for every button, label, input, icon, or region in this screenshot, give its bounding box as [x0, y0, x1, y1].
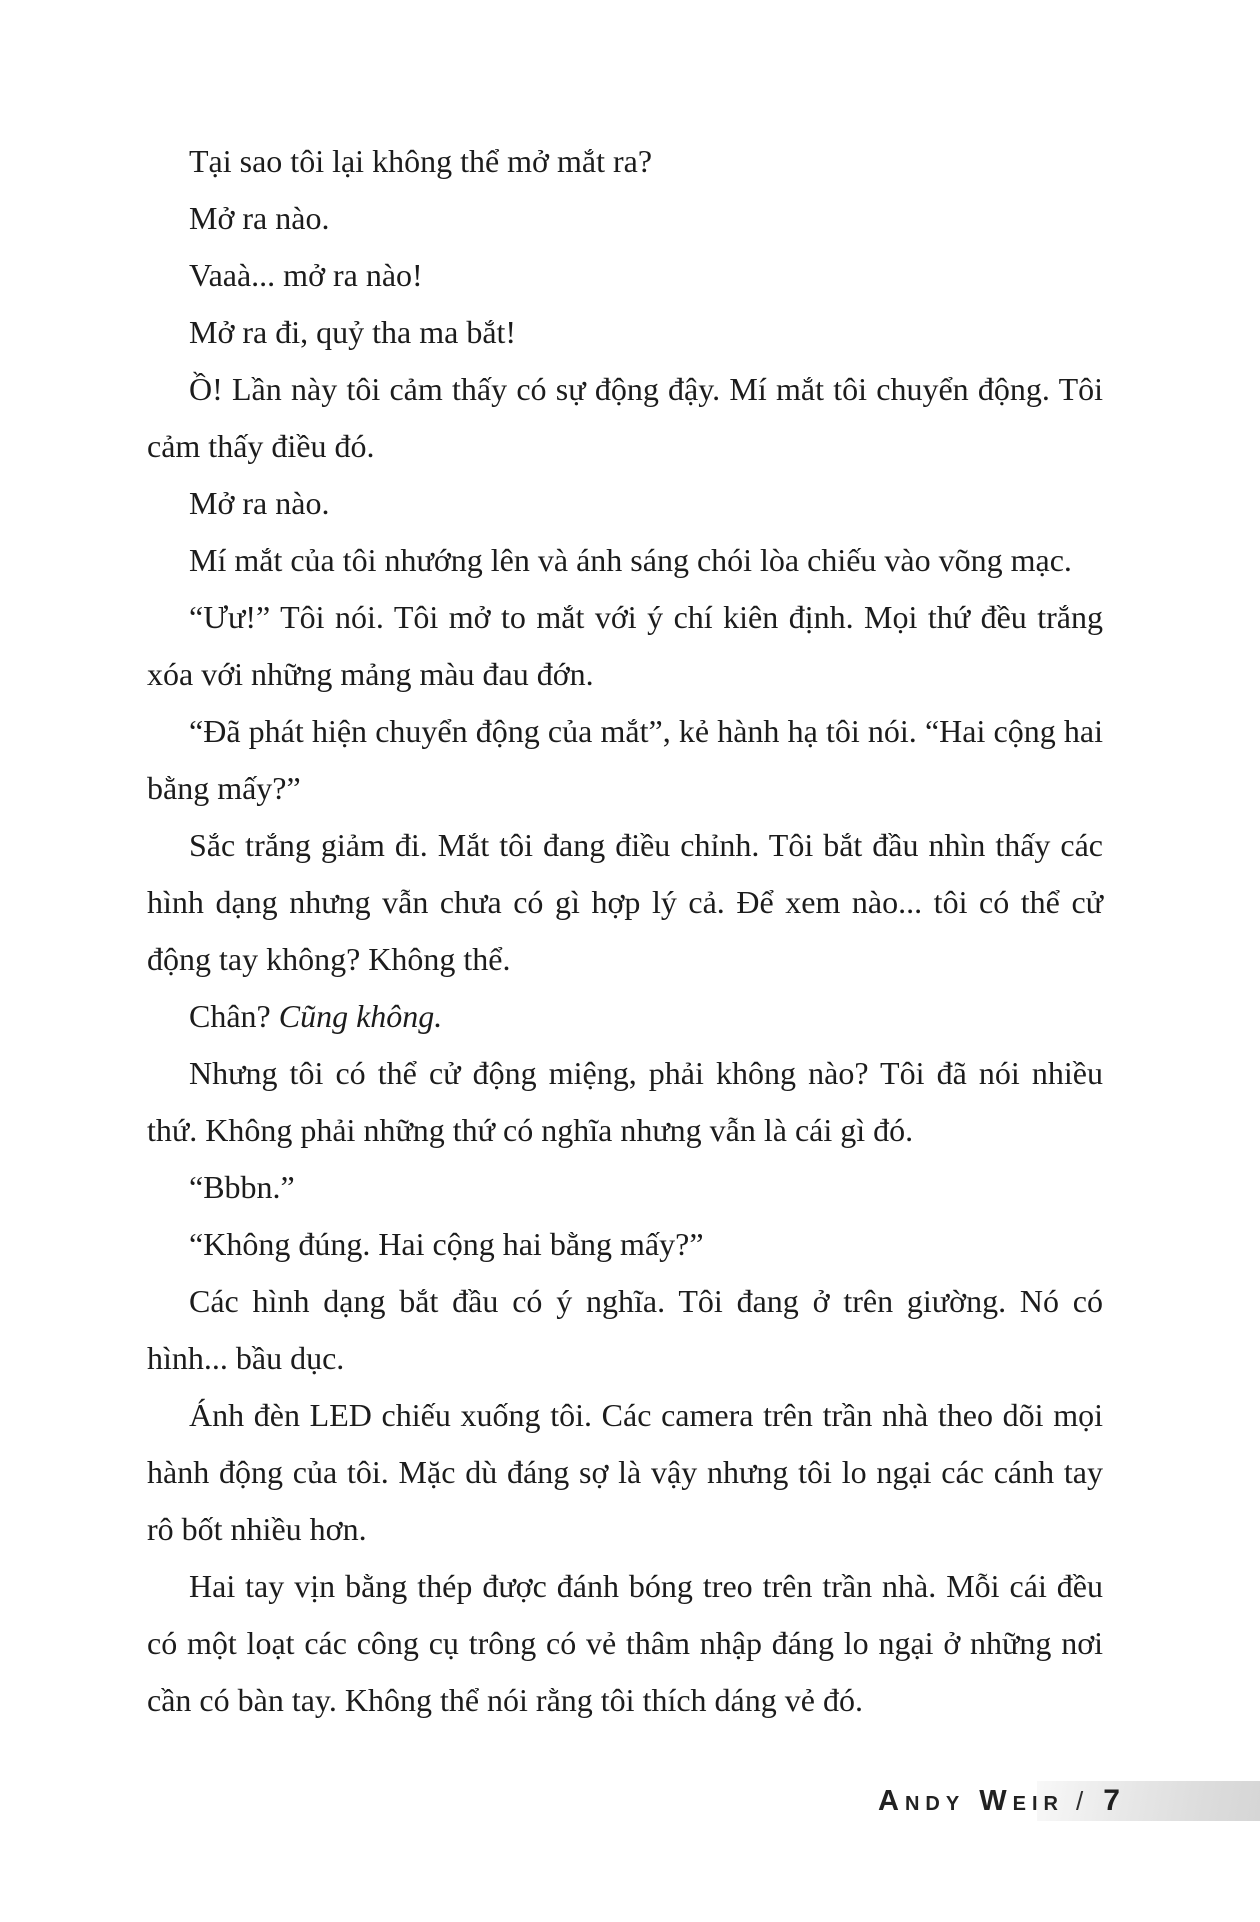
paragraph-11-italic: Cũng không.: [278, 998, 443, 1034]
paragraph-13: “Bbbn.”: [189, 1169, 295, 1205]
paragraph-2: Mở ra nào.: [189, 200, 330, 236]
paragraph-4: Mở ra đi, quỷ tha ma bắt!: [189, 314, 517, 350]
paragraph-7: Mí mắt của tôi nhướng lên và ánh sáng chói lòa chiếu vào võng mạc.: [189, 542, 1072, 578]
paragraph-9: “Đã phát hiện chuyển động của mắt”, kẻ hành hạ tôi nói. “Hai cộng hai bằng mấy?”: [147, 713, 1103, 806]
paragraph-8: “Ưư!” Tôi nói. Tôi mở to mắt với ý chí kiên định. Mọi thứ đều trắng xóa với những mảng màu đau đớn.: [147, 599, 1103, 692]
paragraph-12: Nhưng tôi có thể cử động miệng, phải không nào? Tôi đã nói nhiều thứ. Không phải những thứ có nghĩa nhưng vẫn là cái gì đó.: [147, 1055, 1103, 1148]
paragraph-15: Các hình dạng bắt đầu có ý nghĩa. Tôi đang ở trên giường. Nó có hình... bầu dục.: [147, 1283, 1103, 1376]
paragraph-11: [147, 988, 1103, 1045]
paragraph-3: Vaaà... mở ra nào!: [189, 257, 423, 293]
paragraph-6: Mở ra nào.: [189, 485, 330, 521]
page-footer: [878, 1784, 1121, 1820]
paragraph-16: Ánh đèn LED chiếu xuống tôi. Các camera trên trần nhà theo dõi mọi hành động của tôi. Mặc dù đáng sợ là vậy nhưng tôi lo ngại các cánh tay rô bốt nhiều hơn.: [147, 1397, 1103, 1547]
paragraph-11-regular: Chân?: [189, 998, 279, 1034]
paragraph-1: Tại sao tôi lại không thể mở mắt ra?: [189, 143, 653, 179]
page-number: 7: [1103, 1784, 1121, 1817]
paragraph-10: Sắc trắng giảm đi. Mắt tôi đang điều chỉnh. Tôi bắt đầu nhìn thấy các hình dạng nhưng vẫn chưa có gì hợp lý cả. Để xem nào... tôi có thể cử động tay không? Không thể.: [147, 827, 1103, 977]
author-name: Andy Weir: [878, 1785, 1064, 1817]
body-text-block: [147, 133, 1103, 1729]
footer-separator: /: [1075, 1786, 1084, 1816]
paragraph-14: “Không đúng. Hai cộng hai bằng mấy?”: [189, 1226, 704, 1262]
paragraph-5: Ồ! Lần này tôi cảm thấy có sự động đậy. Mí mắt tôi chuyển động. Tôi cảm thấy điều đó.: [147, 371, 1103, 464]
paragraph-17: Hai tay vịn bằng thép được đánh bóng treo trên trần nhà. Mỗi cái đều có một loạt các công cụ trông có vẻ thâm nhập đáng lo ngại ở những nơi cần có bàn tay. Không thể nói rằng tôi thích dáng vẻ đó.: [147, 1568, 1103, 1718]
